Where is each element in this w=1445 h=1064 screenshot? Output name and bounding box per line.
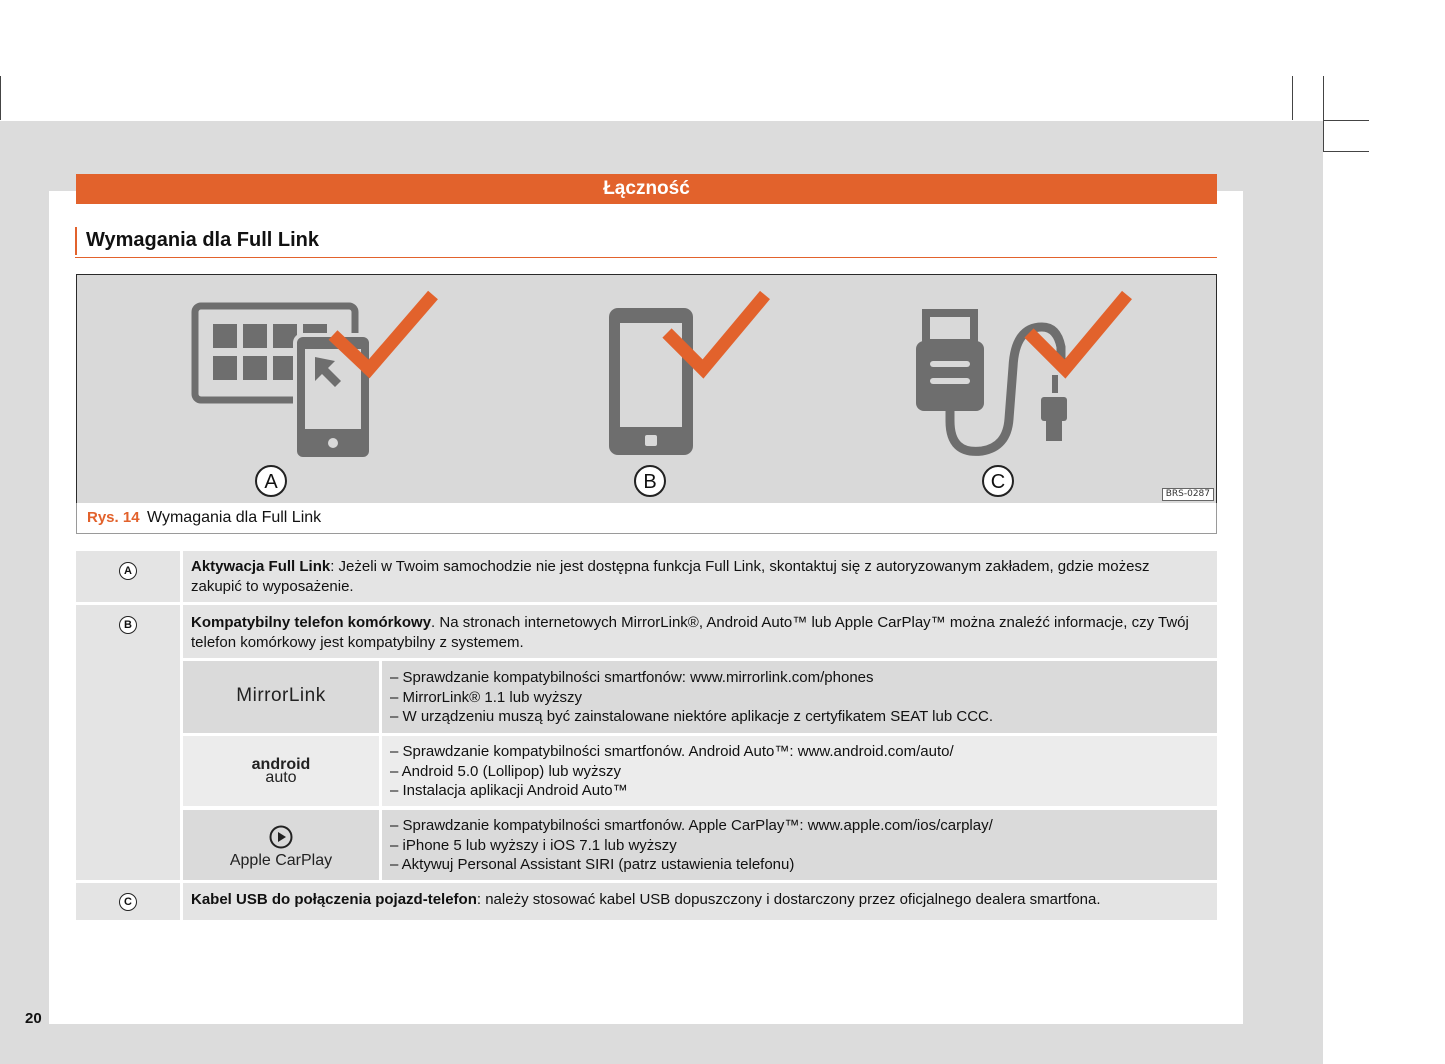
carplay-play-icon: [268, 824, 294, 850]
android-auto-logo-line1: android: [251, 756, 311, 773]
android-auto-logo: [183, 758, 379, 784]
usb-cable-icon: [916, 313, 1067, 451]
list-item: – W urządzeniu muszą być zainstalowane niektóre aplikacje z certyfikatem SEAT lub CCC.: [390, 708, 994, 725]
heading-accent-bar: [75, 227, 77, 255]
android-auto-list: [390, 742, 954, 801]
list-item: – iPhone 5 lub wyższy i iOS 7.1 lub wyższy: [390, 836, 677, 854]
list-item: – Sprawdzanie kompatybilności smartfonów: www.mirrorlink.com/phones: [390, 669, 874, 686]
smartphone-icon: [609, 308, 693, 455]
row-c-text: : należy stosować kabel USB dopuszczony i dostarczony przez oficjalnego dealera smartfona.: [476, 891, 1101, 908]
android-auto-logo-cell: [183, 736, 379, 806]
list-item: – Aktywuj Personal Assistant SIRI (patrz ustawienia telefonu): [390, 856, 795, 873]
caption-text: Wymagania dla Full Link: [147, 509, 322, 526]
crop-mark: [1323, 120, 1369, 121]
figure-code: BRS-0287: [1162, 488, 1214, 501]
row-a-description: [191, 557, 1201, 597]
marker-b: B: [643, 471, 657, 493]
android-auto-logo-line2: auto: [265, 769, 297, 786]
crop-mark: [1292, 76, 1293, 120]
row-a-text: : Jeżeli w Twoim samochodzie nie jest dostępna funkcja Full Link, skontaktuj się z autoryzowanym zakładem, gdzie możesz zakupić to wyposażenie.: [191, 558, 1150, 595]
table-desc-cell-c: [183, 883, 1217, 920]
table-desc-cell-a: [183, 551, 1217, 602]
row-a-term: Aktywacja Full Link: [191, 558, 331, 575]
carplay-logo-cell: [183, 810, 379, 880]
marker-a-small: A: [119, 562, 137, 580]
carplay-info-cell: [382, 810, 1217, 880]
crop-mark: [0, 76, 1, 120]
checkmark-icon: [1029, 295, 1127, 369]
page-heading: [75, 227, 1217, 258]
mirrorlink-info-cell: [382, 661, 1217, 733]
android-auto-info-cell: [382, 736, 1217, 806]
marker-c: C: [990, 471, 1006, 493]
crop-mark: [1323, 76, 1324, 152]
row-b-description: [191, 613, 1206, 653]
mirrorlink-list: [390, 668, 993, 727]
table-desc-cell-b: [183, 605, 1217, 658]
figure-caption: [76, 503, 1217, 534]
marker-a: A: [264, 471, 278, 493]
crop-mark: [1323, 151, 1369, 152]
section-title: Łączność: [76, 174, 1217, 204]
list-item: – MirrorLink® 1.1 lub wyższy: [390, 688, 582, 706]
row-b-text: . Na stronach internetowych MirrorLink®, Android Auto™ lub Apple CarPlay™ można znaleźć informacje, czy Twój telefon komórkowy jest kompatybilny z systemem.: [191, 614, 1189, 651]
marker-b-small: B: [119, 616, 137, 634]
caption-label: Rys. 14: [87, 509, 140, 526]
carplay-list: [390, 816, 993, 875]
mirrorlink-logo: MirrorLink: [236, 685, 326, 706]
table-key-cell-a: [76, 551, 180, 602]
requirements-figure: [76, 274, 1217, 504]
list-item: – Android 5.0 (Lollipop) lub wyższy: [390, 762, 621, 780]
carplay-logo-label: Apple CarPlay: [229, 852, 333, 869]
row-b-term: Kompatybilny telefon komórkowy: [191, 614, 432, 631]
mirrorlink-logo-cell: [183, 661, 379, 733]
list-item: – Sprawdzanie kompatybilności smartfonów. Android Auto™: www.android.com/auto/: [390, 743, 954, 760]
list-item: – Sprawdzanie kompatybilności smartfonów. Apple CarPlay™: www.apple.com/ios/carplay/: [390, 817, 993, 834]
row-c-term: Kabel USB do połączenia pojazd-telefon: [191, 891, 477, 908]
figure-illustration: [77, 275, 1216, 503]
table-key-cell-c: [76, 883, 180, 920]
marker-c-small: C: [119, 893, 137, 911]
row-c-description: [191, 890, 1206, 910]
page-number: 20: [25, 1010, 42, 1027]
table-key-cell-b: [76, 605, 180, 880]
list-item: – Instalacja aplikacji Android Auto™: [390, 782, 628, 799]
heading-text: Wymagania dla Full Link: [86, 229, 320, 251]
